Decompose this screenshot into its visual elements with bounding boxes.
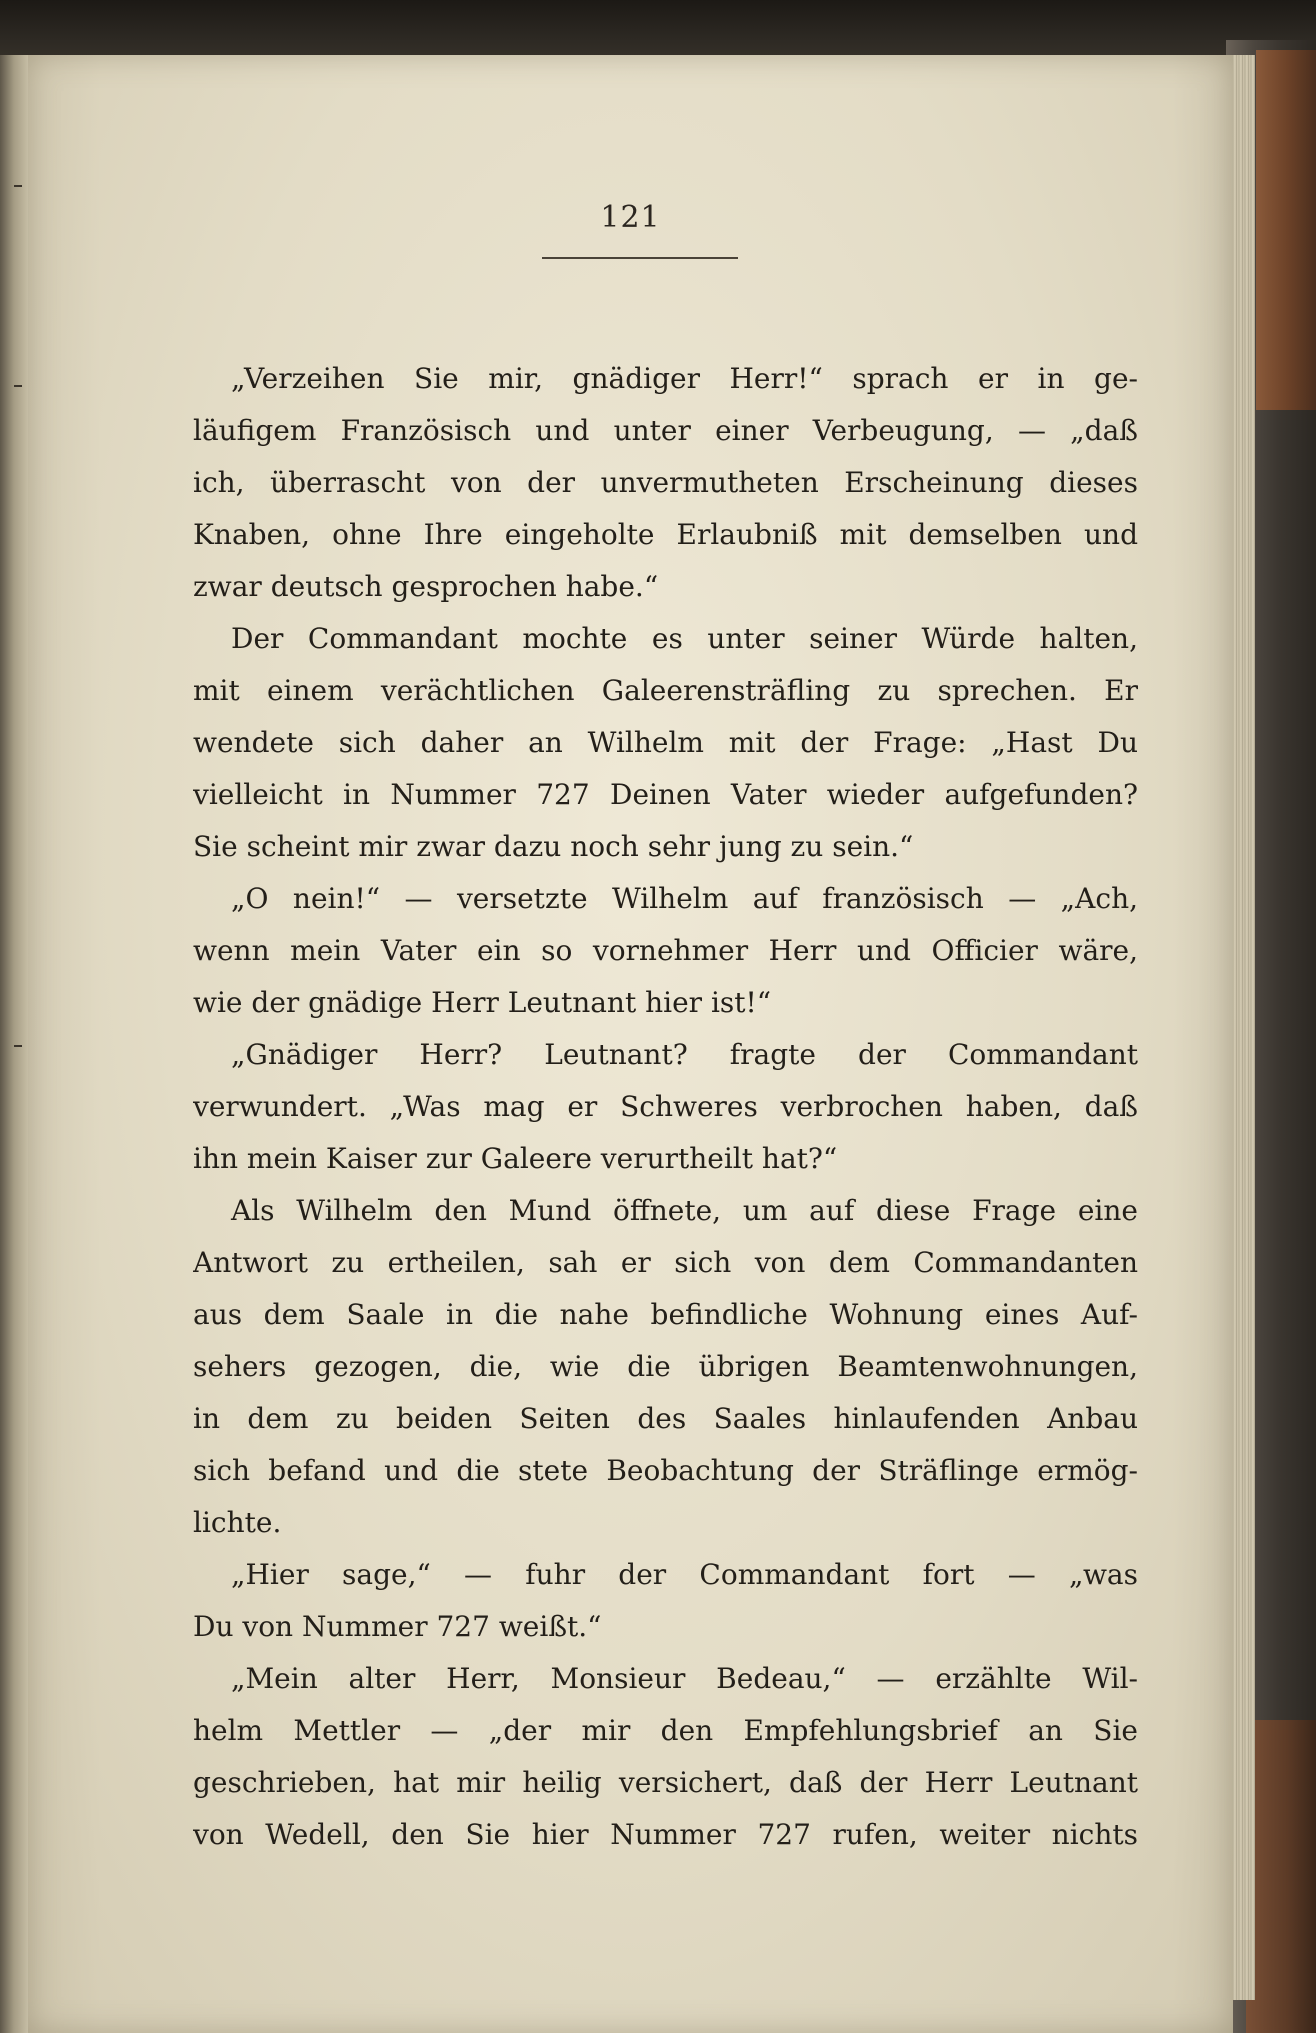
text-line: „Mein alter Herr, Monsieur Bedeau,“ — erzählte Wil- [231, 1662, 1138, 1695]
text-line: „O nein!“ — versetzte Wilhelm auf französisch — „Ach, [231, 882, 1138, 915]
gutter-mark [14, 1045, 22, 1047]
page-number: 121 [600, 200, 661, 235]
leather-spine-bottom [1246, 1720, 1316, 2033]
text-line: sich befand und die stete Beobachtung der Sträflinge ermög- [193, 1454, 1138, 1487]
text-line: Knaben, ohne Ihre eingeholte Erlaubniß mit demselben und [193, 518, 1138, 551]
text-line: „Hier sage,“ — fuhr der Commandant fort — „was [231, 1558, 1138, 1591]
text-line: geschrieben, hat mir heilig versichert, daß der Herr Leutnant [193, 1766, 1138, 1799]
text-line: Als Wilhelm den Mund öffnete, um auf diese Frage eine [231, 1194, 1138, 1227]
text-line: in dem zu beiden Seiten des Saales hinlaufenden Anbau [193, 1402, 1138, 1435]
body-text [193, 353, 1138, 1861]
text-line: mit einem verächtlichen Galeerensträfling zu sprechen. Er [193, 674, 1138, 707]
text-line: zwar deutsch gesprochen habe.“ [193, 570, 659, 603]
text-line: aus dem Saale in die nahe befindliche Wohnung eines Auf- [193, 1298, 1138, 1331]
page-number-rule [542, 257, 738, 259]
text-line: Sie scheint mir zwar dazu noch sehr jung zu sein.“ [193, 830, 914, 863]
text-line: „Gnädiger Herr? Leutnant? fragte der Commandant [231, 1038, 1138, 1071]
text-line: Der Commandant mochte es unter seiner Würde halten, [231, 622, 1138, 655]
text-line: sehers gezogen, die, wie die übrigen Beamtenwohnungen, [193, 1350, 1138, 1383]
text-line: wie der gnädige Herr Leutnant hier ist!“ [193, 986, 772, 1019]
text-line: wendete sich daher an Wilhelm mit der Frage: „Hast Du [193, 726, 1138, 759]
text-line: läufigem Französisch und unter einer Verbeugung, — „daß [193, 414, 1138, 447]
text-line: verwundert. „Was mag er Schweres verbrochen haben, daß [193, 1090, 1138, 1123]
text-line: von Wedell, den Sie hier Nummer 727 rufen, weiter nichts [193, 1818, 1138, 1851]
text-line: Du von Nummer 727 weißt.“ [193, 1610, 602, 1643]
text-line: Antwort zu ertheilen, sah er sich von dem Commandanten [193, 1246, 1138, 1279]
text-line: „Verzeihen Sie mir, gnädiger Herr!“ sprach er in ge- [231, 362, 1138, 395]
text-line: helm Mettler — „der mir den Empfehlungsbrief an Sie [193, 1714, 1138, 1747]
text-line: vielleicht in Nummer 727 Deinen Vater wieder aufgefunden? [193, 778, 1138, 811]
text-line: ich, überrascht von der unvermutheten Erscheinung dieses [193, 466, 1138, 499]
gutter-mark [14, 185, 22, 187]
text-line: ihn mein Kaiser zur Galeere verurtheilt hat?“ [193, 1142, 838, 1175]
gutter-mark [14, 385, 22, 387]
leather-spine-top [1256, 50, 1316, 410]
book-page [28, 55, 1233, 2033]
text-line: lichte. [193, 1506, 282, 1539]
text-line: wenn mein Vater ein so vornehmer Herr und Officier wäre, [193, 934, 1138, 967]
